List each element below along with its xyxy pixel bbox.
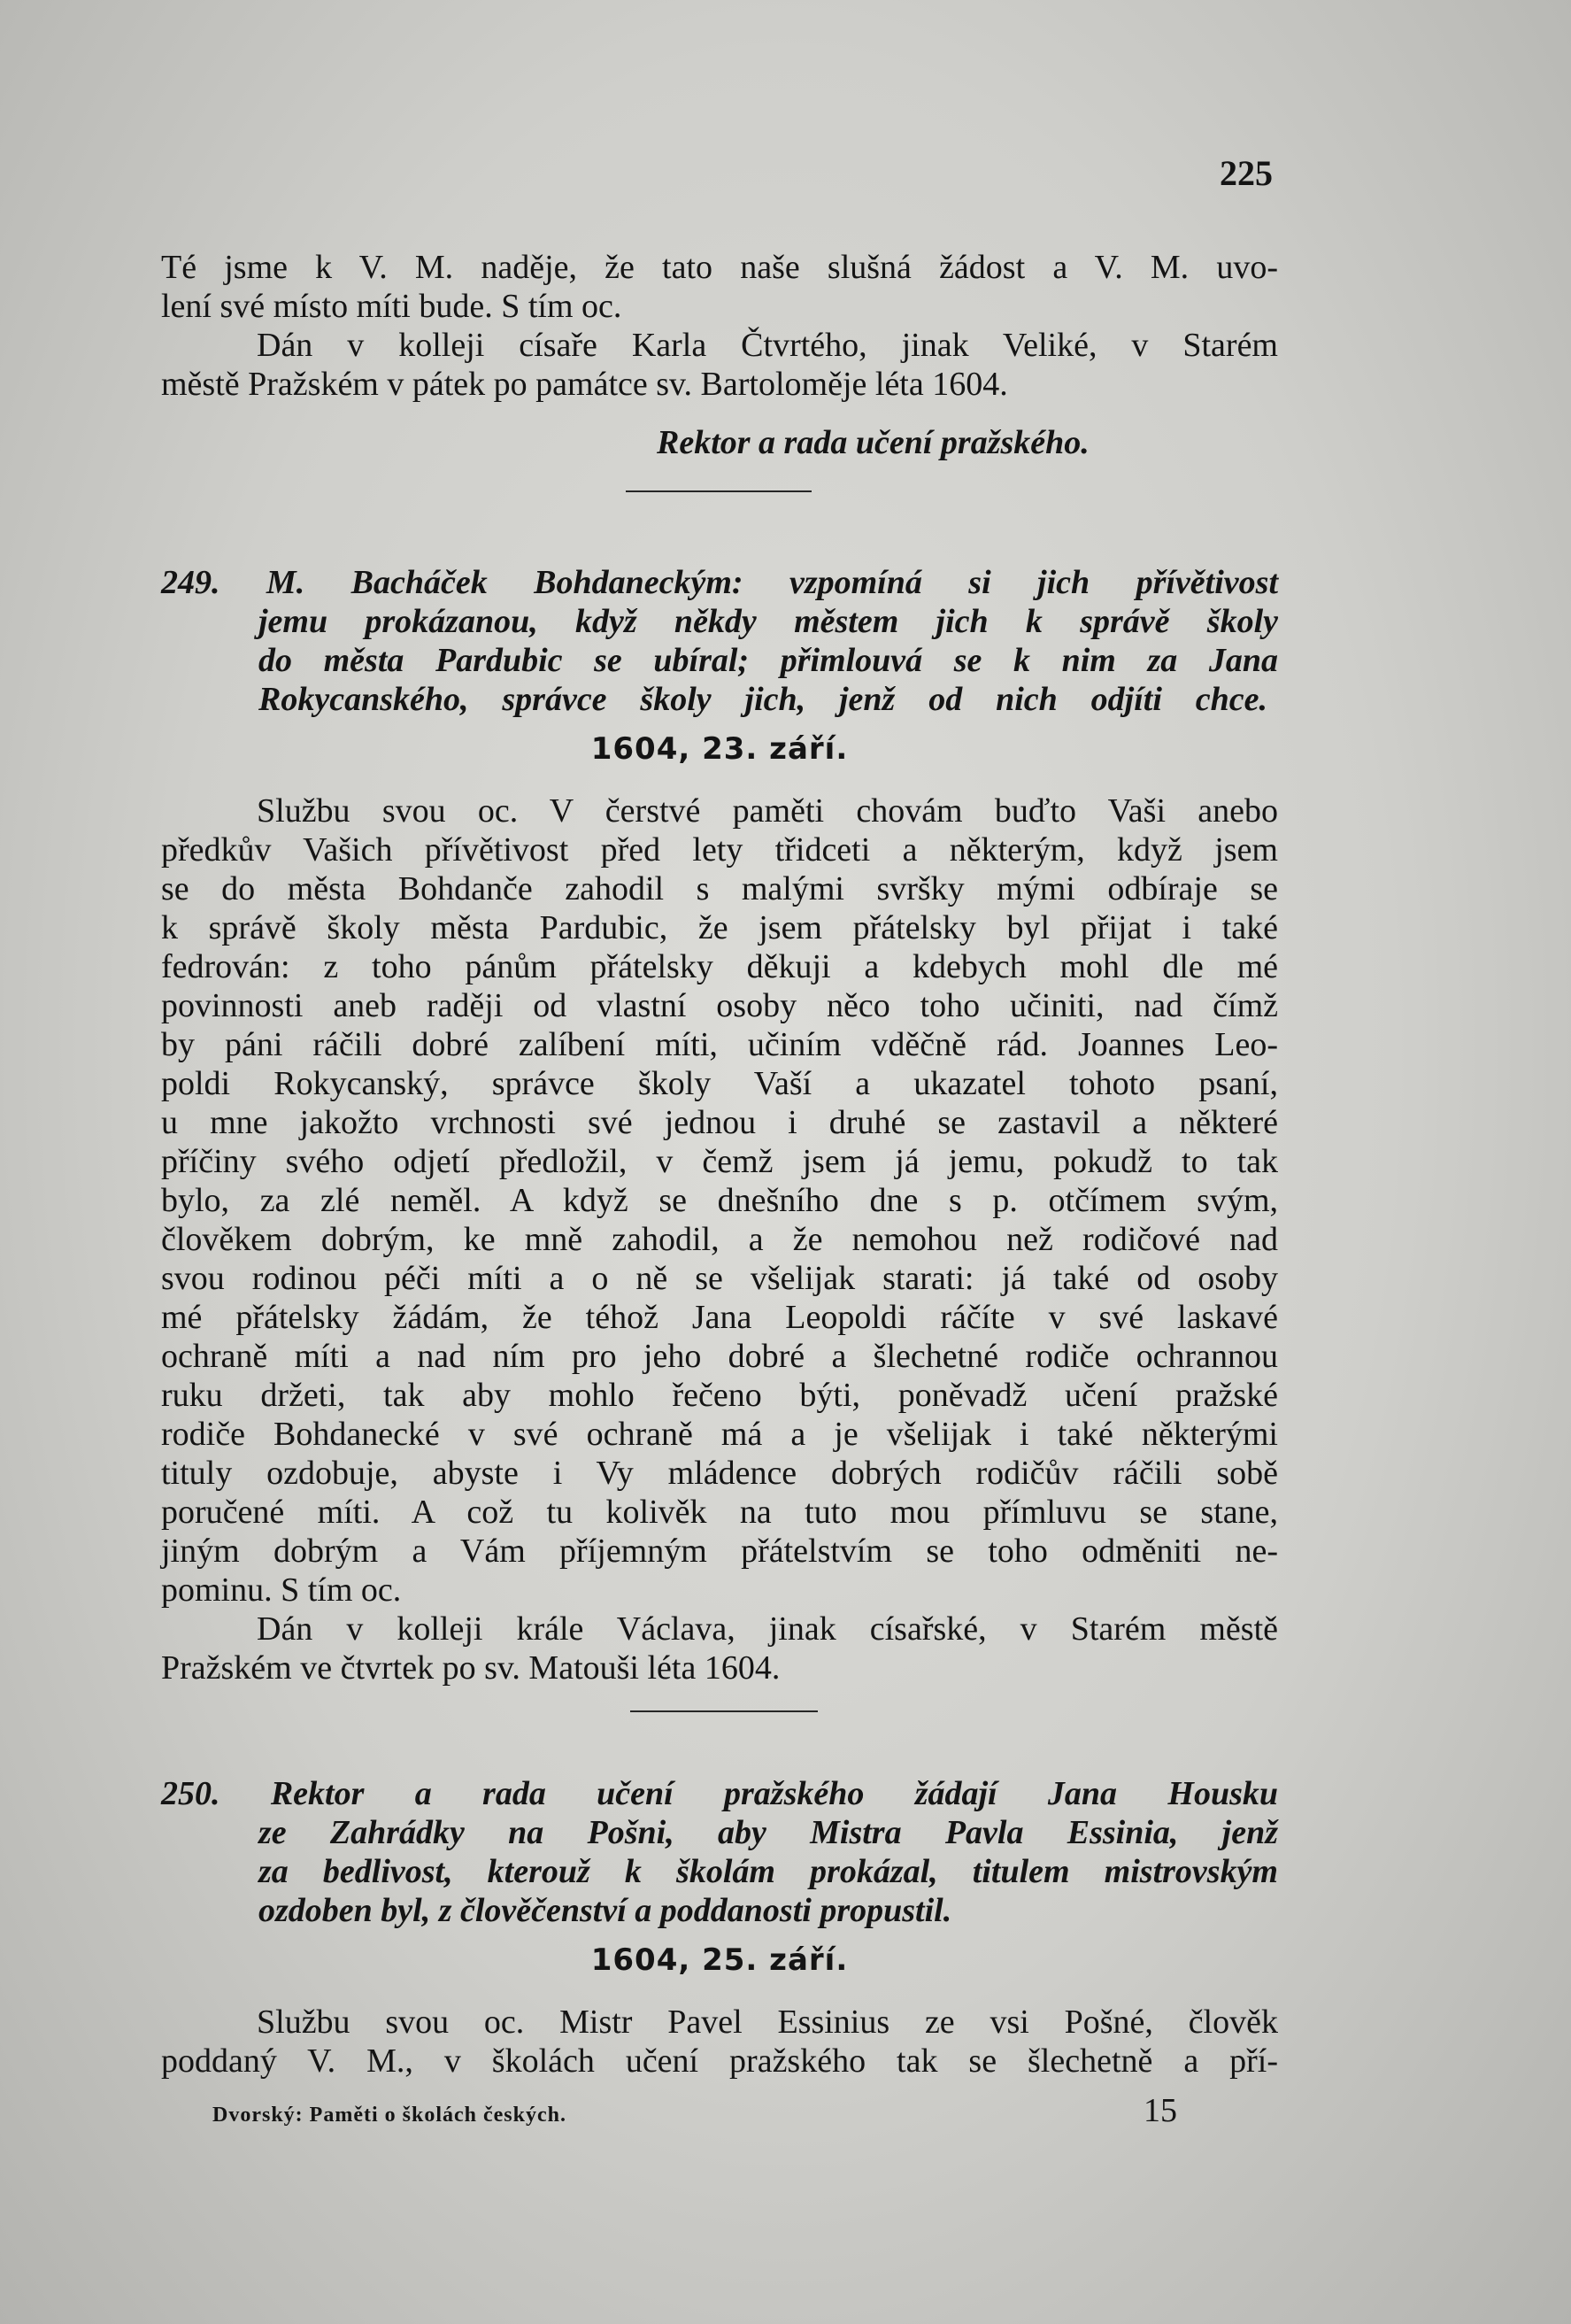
- heading-line: 249. M. Bacháček Bohdaneckým: vzpomíná si jich přívětivost: [161, 564, 1278, 601]
- text-line: rodiče Bohdanecké v své ochraně má a je všelijak i také některými: [161, 1416, 1278, 1453]
- section-divider: [630, 1710, 818, 1712]
- heading-line: ozdoben byl, z člověčenství a poddanosti propustil.: [258, 1892, 952, 1929]
- text-line: poddaný V. M., v školách učení pražského tak se šlechetně a pří-: [161, 2042, 1278, 2080]
- text-line: u mne jakožto vrchnosti své jednou i druhé se zastavil a některé: [161, 1104, 1278, 1141]
- text-line: by páni ráčili dobré zalíbení míti, učiním vděčně rád. Joannes Leo-: [161, 1026, 1278, 1063]
- text-line: Dán v kolleji císaře Karla Čtvrtého, jinak Veliké, v Starém: [257, 327, 1278, 364]
- signature-mark: 15: [1144, 2092, 1177, 2129]
- text-line: Pražském ve čtvrtek po sv. Matouši léta 1604.: [161, 1649, 781, 1687]
- heading-line: 250. Rektor a rada učení pražského žádají Jana Housku: [161, 1775, 1278, 1812]
- text-line: se do města Bohdanče zahodil s malými svršky mými odbíraje se: [161, 870, 1278, 907]
- text-line: fedrován: z toho pánům přátelsky děkuji a kdebych mohl dle mé: [161, 948, 1278, 985]
- text-line: Službu svou oc. Mistr Pavel Essinius ze vsi Pošné, člověk: [257, 2004, 1278, 2041]
- text-line: poldi Rokycanský, správce školy Vaší a ukazatel tohoto psaní,: [161, 1065, 1278, 1102]
- text-line: člověkem dobrým, ke mně zahodil, a že nemohou než rodičové nad: [161, 1221, 1278, 1258]
- heading-line: Rokycanského, správce školy jich, jenž od nich odjíti chce.: [258, 681, 1267, 718]
- letter-date: 1604, 25. září.: [590, 1942, 849, 1978]
- text-line: Službu svou oc. V čerstvé paměti chovám buďto Vaši anebo: [257, 792, 1278, 830]
- text-line: jiným dobrým a Vám příjemným přátelstvím se toho odměniti ne-: [161, 1533, 1278, 1570]
- section-divider: [626, 490, 812, 492]
- text-line: městě Pražském v pátek po památce sv. Bartoloměje léta 1604.: [161, 366, 1008, 403]
- footer-source: Dvorský: Paměti o školách českých.: [212, 2104, 566, 2127]
- text-line: ochraně míti a nad ním pro jeho dobré a šlechetné rodiče ochrannou: [161, 1338, 1278, 1375]
- text-line: povinnosti aneb raději od vlastní osoby něco toho učiniti, nad čímž: [161, 987, 1278, 1024]
- heading-line: ze Zahrádky na Pošni, aby Mistra Pavla Essinia, jenž: [258, 1814, 1278, 1851]
- text-line: bylo, za zlé neměl. A když se dnešního dne s p. otčímem svým,: [161, 1182, 1278, 1219]
- heading-line: za bedlivost, kterouž k školám prokázal, titulem mistrovským: [258, 1853, 1278, 1890]
- text-line: pominu. S tím oc.: [161, 1571, 402, 1609]
- heading-line: jemu prokázanou, když někdy městem jich k správě školy: [258, 603, 1278, 640]
- text-line: lení své místo míti bude. S tím oc.: [161, 288, 622, 325]
- heading-line: do města Pardubic se ubíral; přimlouvá se k nim za Jana: [258, 642, 1278, 679]
- text-line: Dán v kolleji krále Václava, jinak císařské, v Starém městě: [257, 1610, 1278, 1648]
- text-line: tituly ozdobuje, abyste i Vy mládence dobrých rodičův ráčili sobě: [161, 1455, 1278, 1492]
- text-line: poručené míti. A což tu kolivěk na tuto mou přímluvu se stane,: [161, 1494, 1278, 1531]
- text-line: předkův Vašich přívětivost před lety třidceti a některým, když jsem: [161, 831, 1278, 869]
- text-line: k správě školy města Pardubic, že jsem přátelsky byl přijat i také: [161, 909, 1278, 946]
- signature: Rektor a rada učení pražského.: [657, 424, 1090, 461]
- text-line: ruku držeti, tak aby mohlo řečeno býti, poněvadž učení pražské: [161, 1377, 1278, 1414]
- text-line: příčiny svého odjetí předložil, v čemž jsem já jemu, pokudž to tak: [161, 1143, 1278, 1180]
- text-line: Té jsme k V. M. naděje, že tato naše slušná žádost a V. M. uvo-: [161, 249, 1278, 286]
- page-number: 225: [1220, 153, 1273, 193]
- text-line: mé přátelsky žádám, že téhož Jana Leopoldi ráčíte v své laskavé: [161, 1299, 1278, 1336]
- letter-date: 1604, 23. září.: [590, 731, 849, 767]
- text-line: svou rodinou péči míti a o ně se všelijak starati: já také od osoby: [161, 1260, 1278, 1297]
